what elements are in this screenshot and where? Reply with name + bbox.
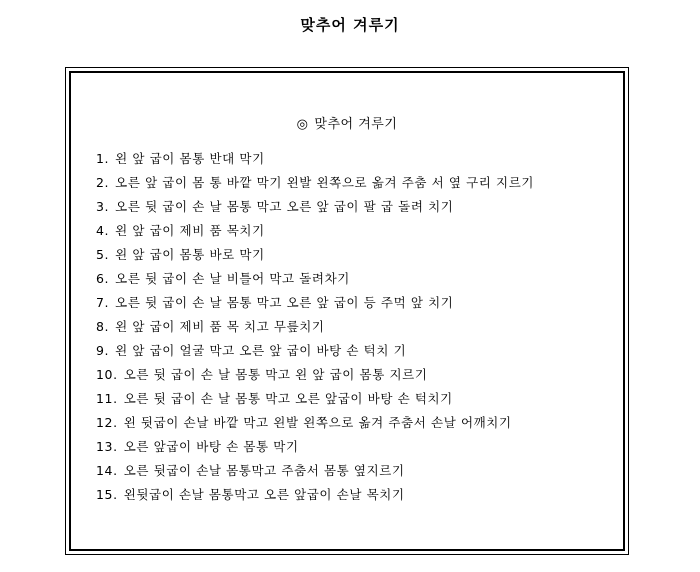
list-item-number: 10. [96, 367, 118, 382]
list-item-text: 왼뒷굽이 손날 몸통막고 오른 앞굽이 손날 목치기 [123, 487, 405, 502]
list-item [96, 173, 534, 197]
list-item [96, 485, 534, 509]
list-item-number: 8. [96, 319, 110, 334]
list-item-number: 4. [96, 223, 110, 238]
list-item-text: 왼 앞 굽이 몸통 바로 막기 [115, 247, 265, 262]
list-item-number: 12. [96, 415, 118, 430]
page-title: 맞추어 겨루기 [300, 16, 400, 34]
move-list [96, 149, 534, 509]
box-heading [69, 113, 625, 132]
list-item-number: 11. [96, 391, 118, 406]
list-item [96, 341, 534, 365]
list-item-number: 1. [96, 151, 110, 166]
list-item [96, 317, 534, 341]
double-circle-icon: ◎ [296, 117, 309, 132]
list-item-text: 왼 앞 굽이 얼굴 막고 오른 앞 굽이 바탕 손 턱치 기 [115, 343, 407, 358]
list-item [96, 461, 534, 485]
list-item-text: 왼 앞 굽이 제비 품 목 치고 무릎치기 [115, 319, 325, 334]
list-item-number: 13. [96, 439, 118, 454]
list-item-number: 6. [96, 271, 110, 286]
list-item [96, 365, 534, 389]
list-item-text: 왼 뒷굽이 손날 바깥 막고 왼발 왼쪽으로 옮겨 주춤서 손날 어깨치기 [123, 415, 512, 430]
list-item [96, 413, 534, 437]
list-item [96, 149, 534, 173]
list-item-text: 오른 뒷 굽이 손 날 몸통 막고 오른 앞 굽이 등 주먹 앞 치기 [115, 295, 454, 310]
list-item-text: 왼 앞 굽이 제비 품 목치기 [115, 223, 265, 238]
list-item-text: 오른 뒷 굽이 손 날 몸통 막고 왼 앞 굽이 몸통 지르기 [123, 367, 428, 382]
list-item-text: 오른 앞굽이 바탕 손 몸통 막기 [123, 439, 299, 454]
list-item [96, 437, 534, 461]
list-item-text: 오른 뒷 굽이 손 날 비틀어 막고 돌려차기 [115, 271, 350, 286]
list-item [96, 293, 534, 317]
list-item [96, 389, 534, 413]
list-item-number: 14. [96, 463, 118, 478]
box-heading-text: 맞추어 겨루기 [314, 117, 398, 132]
list-item-text: 오른 뒷 굽이 손 날 몸통 막고 오른 앞굽이 바탕 손 턱치기 [123, 391, 453, 406]
list-item-text: 왼 앞 굽이 몸통 반대 막기 [115, 151, 265, 166]
list-item-number: 3. [96, 199, 110, 214]
list-item [96, 245, 534, 269]
list-item-number: 2. [96, 175, 110, 190]
list-item-number: 5. [96, 247, 110, 262]
list-item-number: 9. [96, 343, 110, 358]
list-item-text: 오른 앞 굽이 몸 통 바깥 막기 왼발 왼쪽으로 옮겨 주춤 서 옆 구리 지르기 [115, 175, 535, 190]
list-item-number: 15. [96, 487, 118, 502]
list-item [96, 197, 534, 221]
list-item [96, 221, 534, 245]
list-item-number: 7. [96, 295, 110, 310]
list-item [96, 269, 534, 293]
list-item-text: 오른 뒷굽이 손날 몸통막고 주춤서 몸통 옆지르기 [123, 463, 405, 478]
list-item-text: 오른 뒷 굽이 손 날 몸통 막고 오른 앞 굽이 팔 굽 돌려 치기 [115, 199, 454, 214]
